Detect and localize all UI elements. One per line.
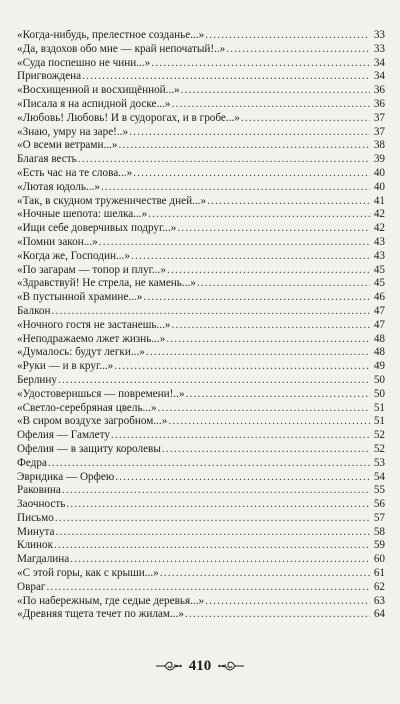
toc-entry xyxy=(17,250,385,264)
toc-dot-leader xyxy=(115,471,370,485)
toc-entry-page: 52 xyxy=(373,442,385,455)
toc-dot-leader xyxy=(148,208,370,222)
toc-entry-title: Письмо xyxy=(17,511,54,524)
toc-entry-title: Берлину xyxy=(17,373,57,386)
table-of-contents xyxy=(17,29,385,622)
toc-entry-page: 43 xyxy=(373,235,385,248)
page-footer xyxy=(0,655,400,677)
toc-dot-leader xyxy=(114,360,370,374)
toc-dot-leader xyxy=(171,98,370,112)
toc-entry-page: 48 xyxy=(373,346,385,359)
toc-dot-leader xyxy=(226,43,370,57)
toc-entry-page: 64 xyxy=(373,608,385,621)
toc-entry-page: 50 xyxy=(373,373,385,386)
toc-entry-page: 37 xyxy=(373,111,385,124)
toc-entry-title: «Знаю, умру на заре!..» xyxy=(17,125,129,138)
toc-entry-title: «По загарам — топор и плуг...» xyxy=(17,263,166,276)
toc-dot-leader xyxy=(82,70,370,84)
toc-entry-page: 60 xyxy=(373,553,385,566)
toc-dot-leader xyxy=(205,29,370,43)
toc-entry xyxy=(17,388,385,402)
toc-dot-leader xyxy=(55,512,370,526)
toc-entry xyxy=(17,291,385,305)
toc-dot-leader xyxy=(171,319,370,333)
toc-entry xyxy=(17,153,385,167)
toc-entry-page: 40 xyxy=(373,180,385,193)
toc-entry-title: «О всеми ветрами...» xyxy=(17,139,118,152)
toc-dot-leader xyxy=(58,374,370,388)
toc-entry xyxy=(17,70,385,84)
toc-entry xyxy=(17,305,385,319)
toc-entry-page: 46 xyxy=(373,291,385,304)
toc-entry xyxy=(17,181,385,195)
toc-entry-title: Клинок xyxy=(17,539,54,552)
toc-entry-title: «Суда поспешно не чини...» xyxy=(17,56,151,69)
toc-entry xyxy=(17,402,385,416)
toc-entry-page: 38 xyxy=(373,139,385,152)
toc-entry-title: «По набережным, где седые деревья...» xyxy=(17,594,205,607)
toc-entry-page: 34 xyxy=(373,56,385,69)
toc-entry-page: 37 xyxy=(373,125,385,138)
toc-entry-title: «Древняя тщета течет по жилам...» xyxy=(17,608,184,621)
toc-entry-title: Федра xyxy=(17,456,47,469)
toc-entry-page: 57 xyxy=(373,511,385,524)
toc-entry xyxy=(17,126,385,140)
toc-entry-page: 55 xyxy=(373,484,385,497)
toc-entry-title: «Светло-серебряная цвель...» xyxy=(17,401,157,414)
toc-dot-leader xyxy=(241,112,370,126)
toc-entry xyxy=(17,236,385,250)
toc-entry xyxy=(17,360,385,374)
toc-entry-page: 47 xyxy=(373,304,385,317)
toc-entry xyxy=(17,346,385,360)
toc-entry-title: Овраг xyxy=(17,580,46,593)
toc-dot-leader xyxy=(131,250,370,264)
toc-entry-title: Балкон xyxy=(17,304,51,317)
toc-entry-title: «В сиром воздухе загробном...» xyxy=(17,415,168,428)
toc-entry-title: «С этой горы, как с крыши...» xyxy=(17,567,159,580)
toc-dot-leader xyxy=(177,222,370,236)
toc-entry-page: 33 xyxy=(373,42,385,55)
toc-entry xyxy=(17,429,385,443)
toc-dot-leader xyxy=(70,553,370,567)
toc-dot-leader xyxy=(56,526,370,540)
toc-entry xyxy=(17,526,385,540)
page-number: 410 xyxy=(188,657,212,674)
toc-dot-leader xyxy=(78,153,370,167)
toc-entry-title: «Неподражаемо лжет жизнь...» xyxy=(17,332,166,345)
toc-entry-title: «Есть час на те слова...» xyxy=(17,166,133,179)
toc-entry xyxy=(17,512,385,526)
toc-entry-page: 59 xyxy=(373,539,385,552)
toc-dot-leader xyxy=(111,429,370,443)
toc-entry xyxy=(17,484,385,498)
toc-entry-page: 56 xyxy=(373,498,385,511)
toc-dot-leader xyxy=(181,84,370,98)
toc-entry xyxy=(17,415,385,429)
toc-dot-leader xyxy=(166,333,370,347)
toc-dot-leader xyxy=(167,264,370,278)
toc-dot-leader xyxy=(101,181,370,195)
toc-entry-page: 53 xyxy=(373,456,385,469)
toc-entry-page: 43 xyxy=(373,249,385,262)
toc-entry-title: «В пустынной храмине...» xyxy=(17,291,143,304)
toc-dot-leader xyxy=(133,167,370,181)
toc-entry-page: 48 xyxy=(373,332,385,345)
toc-entry-title: «Лютая юдоль...» xyxy=(17,180,100,193)
toc-dot-leader xyxy=(129,126,370,140)
toc-entry-page: 42 xyxy=(373,208,385,221)
toc-dot-leader xyxy=(185,608,370,622)
toc-dot-leader xyxy=(52,305,370,319)
toc-entry-page: 51 xyxy=(373,415,385,428)
toc-dot-leader xyxy=(151,57,370,71)
toc-entry-page: 34 xyxy=(373,70,385,83)
toc-entry-page: 40 xyxy=(373,166,385,179)
toc-entry-page: 62 xyxy=(373,580,385,593)
toc-entry xyxy=(17,167,385,181)
toc-dot-leader xyxy=(197,277,370,291)
toc-entry-title: «Помни закон...» xyxy=(17,235,98,248)
toc-dot-leader xyxy=(54,539,370,553)
fleuron-ornament-icon xyxy=(155,660,183,672)
toc-entry-page: 51 xyxy=(373,401,385,414)
toc-entry-page: 63 xyxy=(373,594,385,607)
toc-entry xyxy=(17,457,385,471)
toc-dot-leader xyxy=(160,567,370,581)
toc-entry-page: 49 xyxy=(373,360,385,373)
toc-entry xyxy=(17,57,385,71)
toc-entry xyxy=(17,264,385,278)
toc-entry-page: 39 xyxy=(373,153,385,166)
toc-dot-leader xyxy=(162,443,370,457)
toc-entry-title: Раковина xyxy=(17,484,61,497)
toc-dot-leader xyxy=(66,498,370,512)
toc-entry xyxy=(17,608,385,622)
toc-entry-title: «Руки — и в круг...» xyxy=(17,360,114,373)
toc-dot-leader xyxy=(99,236,370,250)
toc-entry xyxy=(17,333,385,347)
toc-entry-title: «Когда же, Господин...» xyxy=(17,249,130,262)
toc-entry-page: 54 xyxy=(373,470,385,483)
toc-entry xyxy=(17,98,385,112)
toc-entry-title: «Любовь! Любовь! И в судорогах, и в гробе...» xyxy=(17,111,240,124)
toc-dot-leader xyxy=(47,581,370,595)
toc-entry-page: 33 xyxy=(373,29,385,41)
toc-entry xyxy=(17,139,385,153)
toc-entry-title: «Да, вздохов обо мне — край непочатый!..» xyxy=(17,42,226,55)
toc-entry-page: 36 xyxy=(373,97,385,110)
toc-entry xyxy=(17,43,385,57)
toc-entry-title: «Ночные шепота: шелка...» xyxy=(17,208,148,221)
toc-dot-leader xyxy=(143,291,370,305)
toc-entry-page: 45 xyxy=(373,263,385,276)
toc-entry-page: 52 xyxy=(373,429,385,442)
fleuron-ornament-icon xyxy=(217,660,245,672)
toc-entry xyxy=(17,581,385,595)
toc-entry xyxy=(17,374,385,388)
toc-dot-leader xyxy=(146,346,370,360)
toc-dot-leader xyxy=(158,402,370,416)
toc-entry-title: «Ночного гостя не застанешь...» xyxy=(17,318,171,331)
toc-dot-leader xyxy=(118,139,370,153)
toc-entry xyxy=(17,567,385,581)
toc-entry xyxy=(17,222,385,236)
toc-entry-title: «Ищи себе доверчивых подруг...» xyxy=(17,222,177,235)
toc-dot-leader xyxy=(205,595,370,609)
toc-entry xyxy=(17,84,385,98)
toc-entry-title: «Когда-нибудь, прелестное созданье...» xyxy=(17,29,205,41)
toc-entry-title: «Удостоверишься — повремени!..» xyxy=(17,387,185,400)
toc-entry-title: «Писала я на аспидной доске...» xyxy=(17,97,171,110)
toc-entry xyxy=(17,471,385,485)
toc-entry-title: Благая весть xyxy=(17,153,77,166)
toc-entry-title: Минута xyxy=(17,525,55,538)
toc-entry-title: «Восхищенной и восхищённой...» xyxy=(17,84,180,97)
toc-dot-leader xyxy=(186,388,370,402)
toc-entry-page: 58 xyxy=(373,525,385,538)
toc-entry-title: Офелия — Гамлету xyxy=(17,429,110,442)
toc-entry xyxy=(17,195,385,209)
toc-dot-leader xyxy=(48,457,370,471)
toc-entry xyxy=(17,498,385,512)
toc-dot-leader xyxy=(168,415,370,429)
toc-entry-title: Магдалина xyxy=(17,553,70,566)
toc-entry-page: 41 xyxy=(373,194,385,207)
toc-dot-leader xyxy=(207,195,370,209)
toc-entry-title: Офелия — в защиту королевы xyxy=(17,442,161,455)
toc-entry-page: 61 xyxy=(373,567,385,580)
toc-entry xyxy=(17,443,385,457)
toc-entry xyxy=(17,595,385,609)
toc-entry-title: «Здравствуй! Не стрела, не камень...» xyxy=(17,277,196,290)
toc-entry-page: 42 xyxy=(373,222,385,235)
toc-entry-page: 50 xyxy=(373,387,385,400)
toc-entry xyxy=(17,29,385,43)
toc-entry-title: «Так, в скудном труженичестве дней...» xyxy=(17,194,207,207)
toc-entry xyxy=(17,319,385,333)
toc-entry-title: Заочность xyxy=(17,498,66,511)
toc-dot-leader xyxy=(62,484,370,498)
toc-entry-page: 47 xyxy=(373,318,385,331)
toc-entry xyxy=(17,112,385,126)
toc-entry-title: Пригвождена xyxy=(17,70,82,83)
toc-entry xyxy=(17,539,385,553)
toc-entry-page: 45 xyxy=(373,277,385,290)
toc-entry xyxy=(17,208,385,222)
toc-entry xyxy=(17,277,385,291)
toc-entry-title: «Думалось: будут легки...» xyxy=(17,346,145,359)
toc-entry-title: Эвридика — Орфею xyxy=(17,470,115,483)
toc-entry-page: 36 xyxy=(373,84,385,97)
toc-entry xyxy=(17,553,385,567)
